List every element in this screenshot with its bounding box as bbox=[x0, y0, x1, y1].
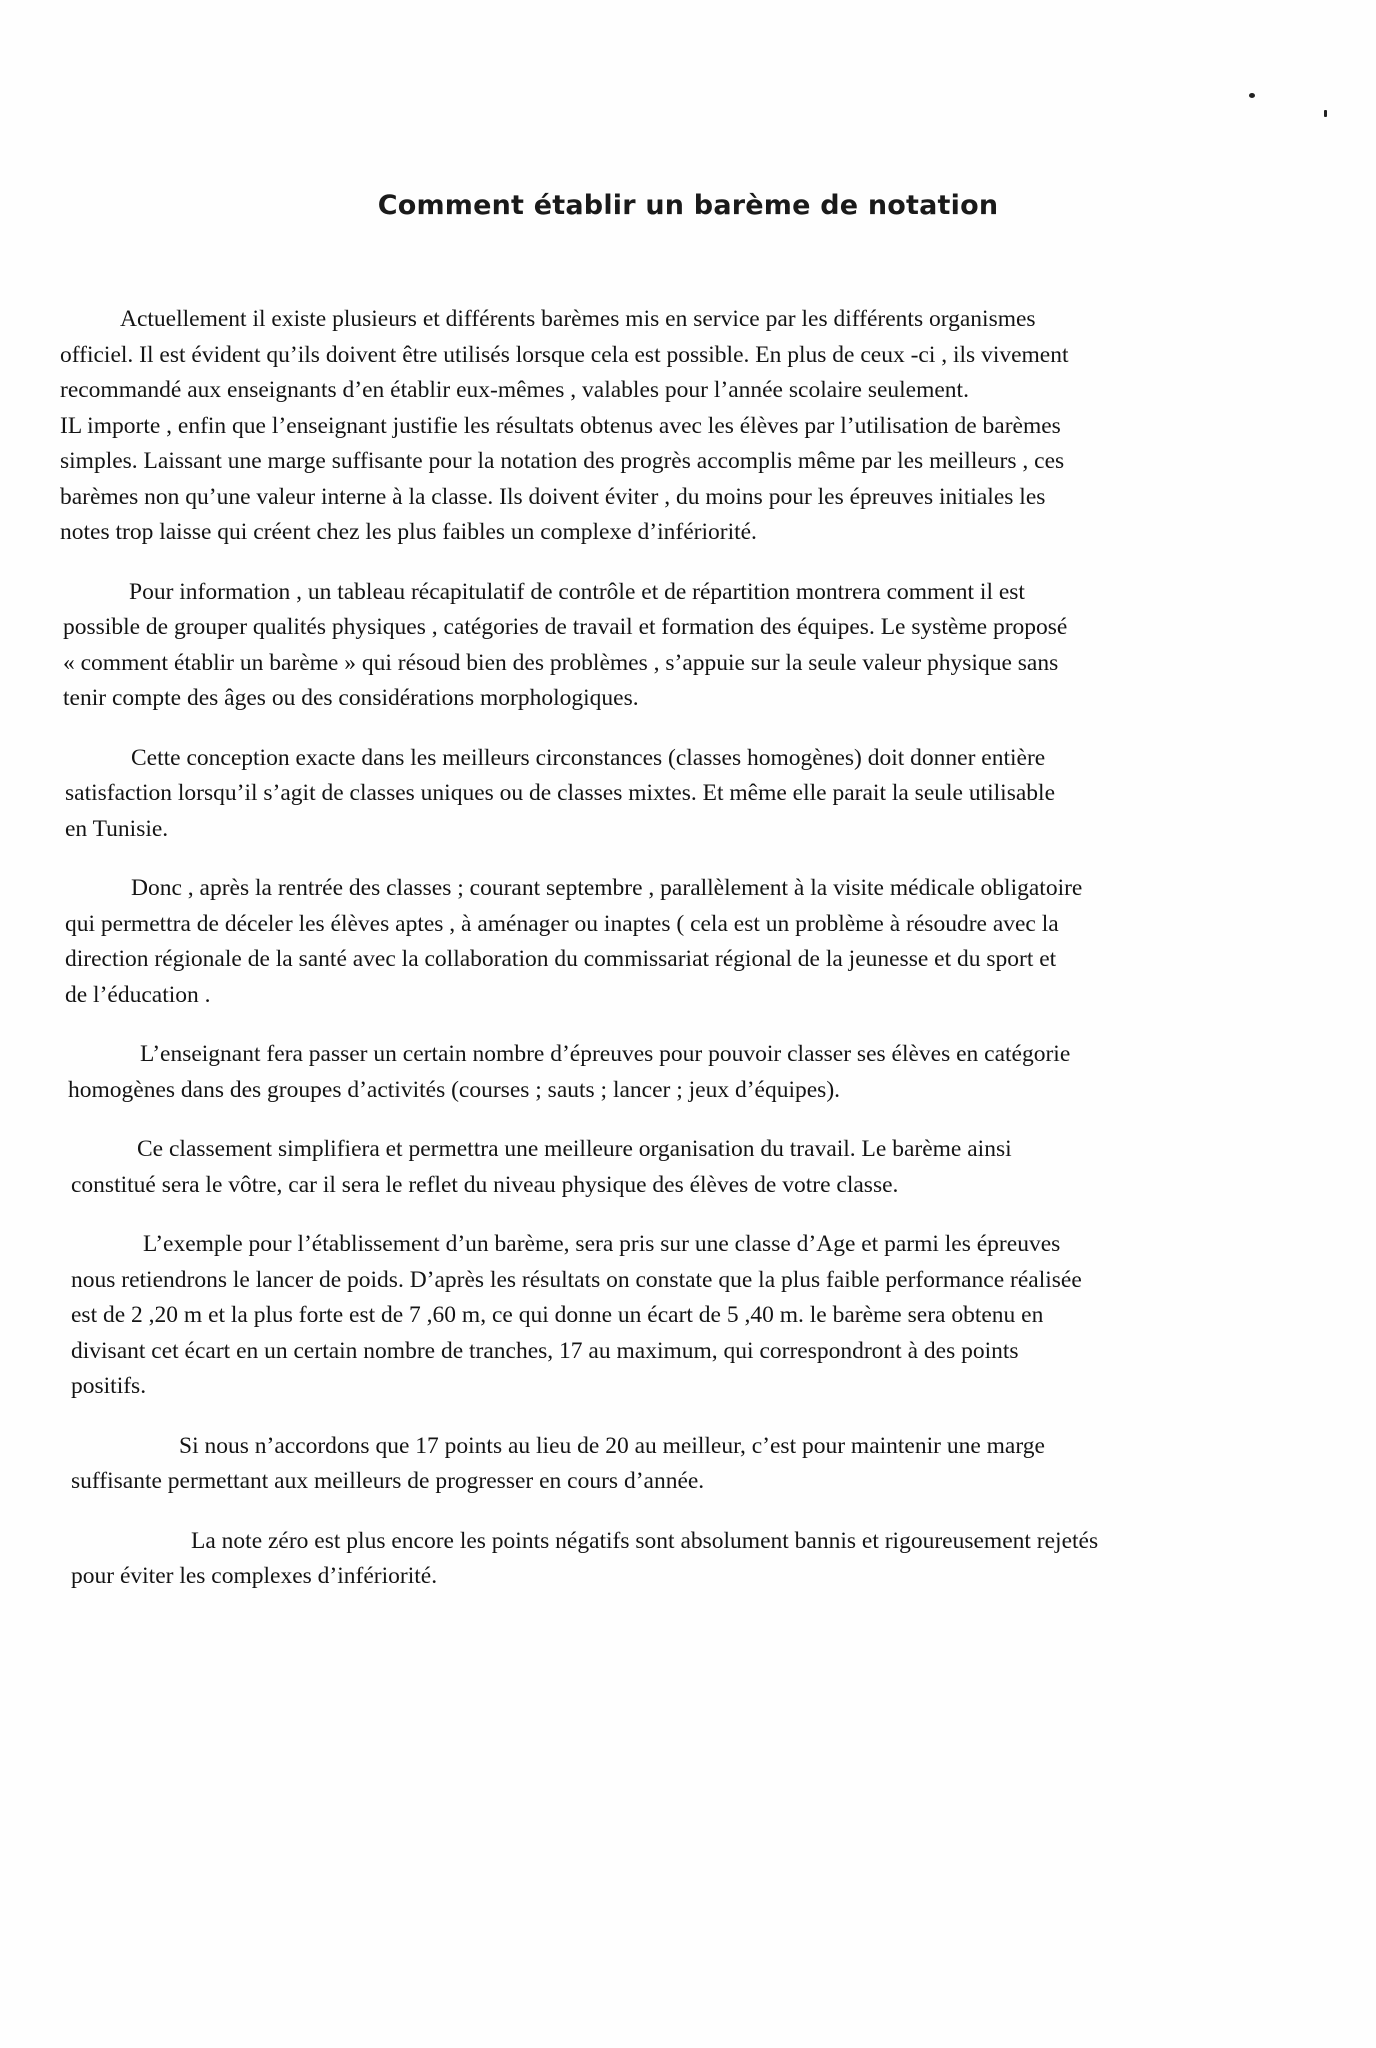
paragraph-6: Ce classement simplifiera et permettra une meilleure organisation du travail. Le barème ainsi constitué sera le vôtre, car il sera le reflet du niveau physique des élèves de votre classe. bbox=[71, 1136, 1012, 1198]
scan-speck bbox=[1249, 93, 1255, 98]
scan-speck bbox=[1324, 110, 1327, 117]
paragraph-8: Si nous n’accordons que 17 points au lieu de 20 au meilleur, c’est pour maintenir une marge suffisante permettant aux meilleurs de progresser en cours d’année. bbox=[71, 1432, 1045, 1494]
paragraph-2: Pour information , un tableau récapitulatif de contrôle et de répartition montrera comment il est possible de grouper qualités physiques , catégories de travail et formation des équipes. Le système proposé « comment établir un barème » qui résoud bien des problèmes , s’appuie sur la seule valeur physique sans tenir compte des âges ou des considérations morphologiques. bbox=[63, 578, 1068, 711]
paragraph-3: Cette conception exacte dans les meilleurs circonstances (classes homogènes) doit donner entière satisfaction lorsqu’il s’agit de classes uniques ou de classes mixtes. Et même elle parait la seule utilisable en Tunisie. bbox=[65, 744, 1055, 842]
paragraph-7: L’exemple pour l’établissement d’un barème, sera pris sur une classe d’Age et parmi les épreuves nous retiendrons le lancer de poids. D’après les résultats on constate que la plus faible performance réalisée est de 2 ,20 m et la plus forte est de 7 ,60 m, ce qui donne un écart de 5 ,40 m. le barème sera obtenu en divisant cet écart en un certain nombre de tranches, 17 au maximum, qui correspondront à des points positifs. bbox=[71, 1231, 1082, 1399]
paragraph-9: La note zéro est plus encore les points négatifs sont absolument bannis et rigoureusement rejetés pour éviter les complexes d’infériorité. bbox=[71, 1527, 1099, 1589]
paragraph-1: Actuellement il existe plusieurs et différents barèmes mis en service par les différents organismes officiel. Il est évident qu’ils doivent être utilisés lorsque cela est possible. En plus de ceux -ci , ils vivement recommandé aux enseignants d’en établir eux-mêmes , valables pour l’année scolaire seulement. IL importe , enfin que l’enseignant justifie les résultats obtenus avec les élèves par l’utilisation de barèmes simples. Laissant une marge suffisante pour la notation des progrès accomplis même par les meilleurs , ces barèmes non qu’une valeur interne à la classe. Ils doivent éviter , du moins pour les épreuves initiales les notes trop laisse qui créent chez les plus faibles un complexe d’infériorité. bbox=[60, 306, 1069, 545]
paragraph-5: L’enseignant fera passer un certain nombre d’épreuves pour pouvoir classer ses élèves en catégorie homogènes dans des groupes d’activités (courses ; sauts ; lancer ; jeux d’équipes). bbox=[68, 1041, 1071, 1103]
document-body bbox=[60, 302, 1315, 1595]
document-title: Comment établir un barème de notation bbox=[377, 190, 999, 221]
paragraph-4: Donc , après la rentrée des classes ; courant septembre , parallèlement à la visite médicale obligatoire qui permettra de déceler les élèves aptes , à aménager ou inaptes ( cela est un problème à résoudre avec la direction régionale de la santé avec la collaboration du commissariat régional de la jeunesse et du sport et de l’éducation . bbox=[65, 875, 1083, 1008]
